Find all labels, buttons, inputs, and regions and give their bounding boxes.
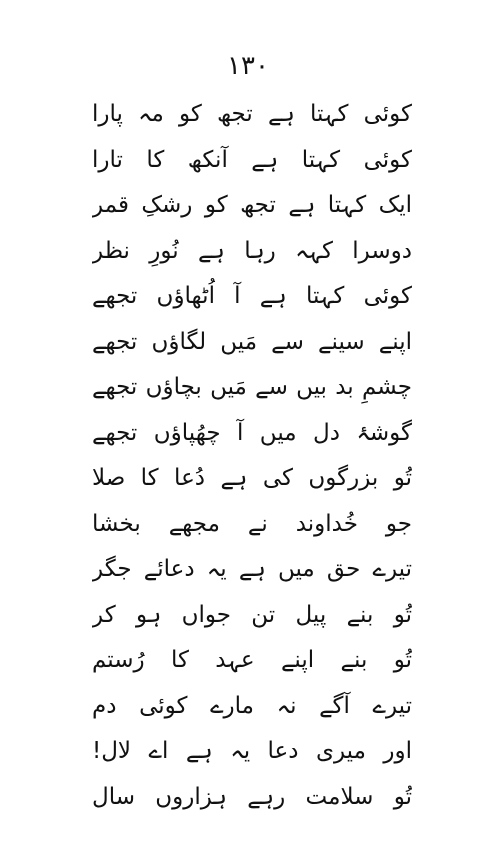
poem-line: تیرے حق میں ہے یہ دعائے جگر — [92, 556, 412, 582]
poem-line: چشمِ بد بیں سے مَیں بچاؤں تجھے — [92, 374, 412, 400]
poem-line: جو خُداوند نے مجھے بخشا — [92, 510, 412, 537]
poem-line: اور میری دعا یہ ہے اے لال! — [92, 738, 412, 764]
poem-line: کوئی کہتا ہے آنکھ کا تارا — [92, 146, 412, 173]
poem-line: تُو بنے پیل تن جواں ہو کر — [92, 601, 412, 628]
poem — [92, 92, 412, 820]
poem-line: ایک کہتا ہے تجھ کو رشکِ قمر — [92, 192, 412, 218]
poem-line: دوسرا کہہ رہا ہے نُورِ نظر — [92, 237, 412, 264]
poem-line: کوئی کہتا ہے آ اُٹھاؤں تجھے — [92, 283, 412, 309]
poem-line: تُو سلامت رہے ہزاروں سال — [92, 783, 412, 810]
poem-line: گوشۂ دل میں آ چھُپاؤں تجھے — [92, 419, 412, 446]
poem-line: کوئی کہتا ہے تجھ کو مہ پارا — [92, 101, 412, 127]
page-number: ۱۳۰ — [227, 51, 269, 81]
poem-line: تُو بنے اپنے عہد کا رُستم — [92, 647, 412, 673]
poem-line: تُو بزرگوں کی ہے دُعا کا صلا — [92, 465, 412, 491]
poem-line: تیرے آگے نہ مارے کوئی دم — [92, 692, 412, 719]
poem-line: اپنے سینے سے مَیں لگاؤں تجھے — [92, 328, 412, 355]
